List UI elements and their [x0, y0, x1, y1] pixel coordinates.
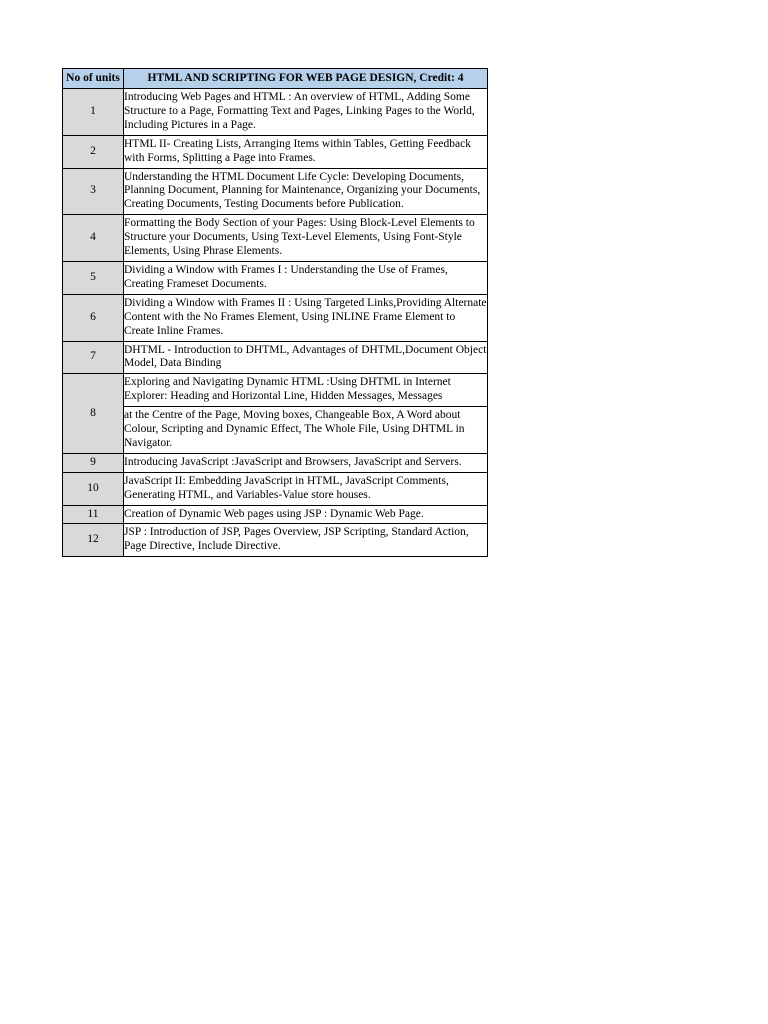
table-row	[63, 261, 488, 294]
table-body	[63, 89, 488, 557]
topic-text: Dividing a Window with Frames I : Understanding the Use of Frames, Creating Frameset Documents.	[124, 263, 448, 290]
unit-number: 7	[63, 341, 124, 374]
table-row	[63, 215, 488, 262]
table-row	[63, 472, 488, 505]
table-row	[63, 294, 488, 341]
unit-topic	[124, 341, 488, 374]
unit-topic	[124, 294, 488, 341]
unit-topic	[124, 472, 488, 505]
unit-topic	[124, 524, 488, 557]
header-title: HTML AND SCRIPTING FOR WEB PAGE DESIGN, Credit: 4	[124, 69, 488, 89]
header-units: No of units	[63, 69, 124, 89]
unit-number: 9	[63, 453, 124, 472]
table-header-row	[63, 69, 488, 89]
topic-text: Understanding the HTML Document Life Cycle: Developing Documents, Planning Document, Planning for Maintenance, Organizing your Documents, Creating Documents, Testing Documents before Publication.	[124, 170, 481, 211]
unit-topic	[124, 505, 488, 524]
unit-topic	[124, 374, 488, 454]
unit-topic	[124, 135, 488, 168]
unit-topic	[124, 215, 488, 262]
table-row	[63, 168, 488, 215]
topic-text: Introducing JavaScript :JavaScript and Browsers, JavaScript and Servers.	[124, 455, 462, 468]
unit-topic	[124, 168, 488, 215]
unit-number: 12	[63, 524, 124, 557]
unit-number: 2	[63, 135, 124, 168]
unit-number: 11	[63, 505, 124, 524]
unit-topic	[124, 89, 488, 136]
topic-text: Formatting the Body Section of your Pages: Using Block-Level Elements to Structure your Documents, Using Text-Level Elements, Using Font-Style Elements, Using Phrase Elements.	[124, 217, 475, 258]
table-row	[63, 524, 488, 557]
topic-text: at the Centre of the Page, Moving boxes, Changeable Box, A Word about Colour, Scripting and Dynamic Effect, The Whole File, Using DHTML in Navigator.	[124, 406, 487, 453]
unit-number: 8	[63, 374, 124, 454]
table-row	[63, 374, 488, 454]
topic-text: JSP : Introduction of JSP, Pages Overview, JSP Scripting, Standard Action, Page Directive, Include Directive.	[124, 526, 469, 553]
topic-text: Dividing a Window with Frames II : Using Targeted Links,Providing Alternate Content with the No Frames Element, Using INLINE Frame Element to Create Inline Frames.	[124, 296, 487, 337]
unit-number: 4	[63, 215, 124, 262]
unit-number: 1	[63, 89, 124, 136]
table-row	[63, 453, 488, 472]
table-row	[63, 341, 488, 374]
topic-text: HTML II- Creating Lists, Arranging Items within Tables, Getting Feedback with Forms, Splitting a Page into Frames.	[124, 137, 471, 164]
unit-number: 10	[63, 472, 124, 505]
unit-number: 6	[63, 294, 124, 341]
topic-text: DHTML - Introduction to DHTML, Advantages of DHTML,Document Object Model, Data Binding	[124, 343, 487, 370]
topic-text: Creation of Dynamic Web pages using JSP : Dynamic Web Page.	[124, 507, 424, 520]
table-row	[63, 505, 488, 524]
syllabus-sheet	[62, 68, 488, 557]
topic-text: JavaScript II: Embedding JavaScript in HTML, JavaScript Comments, Generating HTML, and Variables-Value store houses.	[124, 474, 449, 501]
unit-topic	[124, 453, 488, 472]
unit-number: 5	[63, 261, 124, 294]
unit-number: 3	[63, 168, 124, 215]
unit-topic	[124, 261, 488, 294]
topic-text: Introducing Web Pages and HTML : An overview of HTML, Adding Some Structure to a Page, Formatting Text and Pages, Linking Pages to the World, Including Pictures in a Page.	[124, 91, 475, 131]
table-row	[63, 89, 488, 136]
syllabus-table	[62, 68, 488, 557]
topic-text: Exploring and Navigating Dynamic HTML :Using DHTML in Internet Explorer: Heading and Horizontal Line, Hidden Messages, Messages	[124, 376, 451, 403]
table-row	[63, 135, 488, 168]
